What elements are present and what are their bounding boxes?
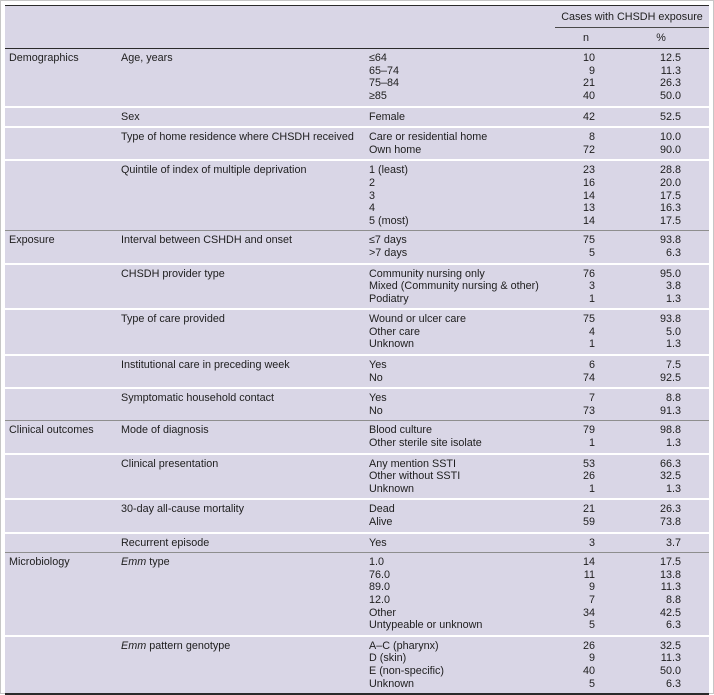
level-cell: Unknown <box>369 482 415 495</box>
pct-cell: 42.5 <box>659 606 681 619</box>
category-cell <box>5 131 117 144</box>
table-row <box>5 537 709 550</box>
level-cell: 76.0 <box>369 568 391 581</box>
pct-cell: 7.5 <box>665 359 681 372</box>
table-row <box>5 569 709 582</box>
n-cell: 5 <box>588 677 595 690</box>
level-cell: Community nursing only <box>369 267 485 280</box>
table-row <box>5 556 709 569</box>
variable-cell <box>117 678 365 691</box>
table-group <box>5 263 709 309</box>
n-cell: 21 <box>582 503 595 516</box>
pct-cell: 8.8 <box>665 593 681 606</box>
table-group <box>5 308 709 354</box>
category-cell: Microbiology <box>9 556 70 569</box>
category-cell <box>5 652 117 665</box>
category-cell <box>5 202 117 215</box>
table-row <box>5 372 709 385</box>
level-cell: Dead <box>369 503 395 516</box>
exposure-cases-table <box>5 5 709 695</box>
pct-cell: 5.0 <box>665 325 681 338</box>
category-cell <box>5 372 117 385</box>
category-cell <box>5 483 117 496</box>
pct-cell: 17.5 <box>659 214 681 227</box>
category-cell <box>5 313 117 326</box>
table-row <box>5 338 709 351</box>
pct-cell: 1.3 <box>665 338 681 351</box>
table-row <box>5 144 709 157</box>
variable-cell: Age, years <box>121 52 173 65</box>
category-cell <box>5 581 117 594</box>
pct-cell: 3.8 <box>665 280 681 293</box>
category-cell <box>5 619 117 632</box>
table-row <box>5 313 709 326</box>
header-empty-level <box>365 28 555 49</box>
pct-cell: 11.3 <box>660 581 681 594</box>
n-cell: 74 <box>582 371 595 384</box>
pct-cell: 95.0 <box>659 267 681 280</box>
variable-cell <box>117 607 365 620</box>
category-cell <box>5 594 117 607</box>
pct-cell: 50.0 <box>659 89 681 102</box>
header-empty-variable <box>117 28 365 49</box>
table-group <box>5 532 709 553</box>
table-group <box>5 106 709 127</box>
variable-cell <box>117 581 365 594</box>
n-cell: 72 <box>582 143 595 156</box>
variable-cell <box>117 65 365 78</box>
category-cell <box>5 90 117 103</box>
table-row <box>5 437 709 450</box>
table-row <box>5 392 709 405</box>
variable-cell <box>117 556 365 569</box>
category-cell <box>5 607 117 620</box>
level-cell: E (non-specific) <box>369 664 445 677</box>
table-row <box>5 280 709 293</box>
variable-cell: Clinical presentation <box>121 457 219 470</box>
category-cell <box>5 640 117 653</box>
column-header-row <box>5 28 709 49</box>
n-cell: 76 <box>582 267 595 280</box>
variable-cell <box>117 326 365 339</box>
level-cell: Care or residential home <box>369 131 488 144</box>
n-cell: 4 <box>588 325 595 338</box>
level-cell: Yes <box>369 359 387 372</box>
variable-italic-part: Emm <box>121 639 147 652</box>
table-row <box>5 359 709 372</box>
table-group <box>5 553 709 635</box>
variable-cell: Institutional care in preceding week <box>121 359 290 372</box>
table-row <box>5 202 709 215</box>
variable-cell: Mode of diagnosis <box>121 424 209 437</box>
category-cell <box>5 338 117 351</box>
variable-cell <box>117 77 365 90</box>
category-cell <box>5 392 117 405</box>
table-group <box>5 498 709 531</box>
pct-cell: 6.3 <box>665 677 681 690</box>
level-cell: Mixed (Community nursing & other) <box>369 280 539 293</box>
pct-cell: 50.0 <box>659 664 681 677</box>
pct-cell: 1.3 <box>665 292 681 305</box>
col-header-n: n <box>582 31 589 44</box>
variable-cell <box>117 640 365 653</box>
level-cell: No <box>369 371 383 384</box>
category-cell <box>5 537 117 550</box>
category-cell <box>5 65 117 78</box>
n-cell: 73 <box>582 404 595 417</box>
table-section-clinical-outcomes <box>5 420 709 552</box>
table-row <box>5 594 709 607</box>
n-cell: 26 <box>582 639 595 652</box>
table-row <box>5 678 709 691</box>
n-cell: 3 <box>588 280 595 293</box>
pct-cell: 92.5 <box>659 371 681 384</box>
header-spacer <box>5 6 555 28</box>
pct-cell: 93.8 <box>659 313 681 326</box>
table-group <box>5 387 709 420</box>
level-cell: No <box>369 404 383 417</box>
variable-cell <box>117 652 365 665</box>
category-cell <box>5 665 117 678</box>
level-cell: Unknown <box>369 677 415 690</box>
variable-cell: Type of home residence where CHSDH received <box>121 131 354 144</box>
variable-cell: Sex <box>121 110 140 123</box>
level-cell: 12.0 <box>369 593 391 606</box>
table-row <box>5 405 709 418</box>
category-cell <box>5 77 117 90</box>
category-cell <box>5 359 117 372</box>
n-cell: 13 <box>582 202 595 215</box>
table-row <box>5 640 709 653</box>
variable-cell <box>117 338 365 351</box>
n-cell: 1 <box>588 482 595 495</box>
n-cell: 75 <box>582 313 595 326</box>
table-row <box>5 470 709 483</box>
variable-cell: Quintile of index of multiple deprivation <box>121 164 307 177</box>
level-cell: ≥85 <box>369 89 387 102</box>
level-cell: Other care <box>369 325 421 338</box>
category-cell: Demographics <box>9 52 79 65</box>
variable-cell <box>117 190 365 203</box>
variable-cell: 30-day all-cause mortality <box>121 503 245 516</box>
table-row <box>5 503 709 516</box>
variable-italic-part: Emm <box>121 556 147 569</box>
category-cell: Clinical outcomes <box>9 424 94 437</box>
table-row <box>5 52 709 65</box>
variable-cell <box>117 470 365 483</box>
level-cell: >7 days <box>369 246 408 259</box>
table-row <box>5 177 709 190</box>
table-group <box>5 635 709 693</box>
table-row <box>5 164 709 177</box>
level-cell: ≤7 days <box>369 234 407 247</box>
variable-cell <box>117 90 365 103</box>
level-cell: D (skin) <box>369 652 407 665</box>
category-cell <box>5 280 117 293</box>
table-row <box>5 190 709 203</box>
variable-cell <box>117 247 365 260</box>
table-group <box>5 159 709 230</box>
pct-cell: 93.8 <box>659 234 681 247</box>
level-cell: A–C (pharynx) <box>369 639 439 652</box>
n-cell: 40 <box>582 664 595 677</box>
level-cell: 1.0 <box>369 556 385 569</box>
col-header-pct: % <box>656 31 666 44</box>
pct-cell: 13.8 <box>659 568 681 581</box>
category-cell <box>5 190 117 203</box>
table-section-microbiology <box>5 552 709 693</box>
pct-cell: 16.3 <box>659 202 681 215</box>
table-group <box>5 126 709 159</box>
level-cell: Other <box>369 606 397 619</box>
n-cell: 23 <box>582 164 595 177</box>
table-body <box>5 49 709 693</box>
n-cell: 42 <box>582 110 595 123</box>
table-row <box>5 516 709 529</box>
table-row <box>5 247 709 260</box>
level-cell: 75–84 <box>369 77 400 90</box>
n-cell: 3 <box>588 536 595 549</box>
pct-cell: 66.3 <box>659 457 681 470</box>
column-spanner: Cases with CHSDH exposure <box>555 6 709 28</box>
n-cell: 10 <box>582 52 595 65</box>
n-cell: 75 <box>582 234 595 247</box>
table-row <box>5 215 709 228</box>
variable-cell: Interval between CSHDH and onset <box>121 234 293 247</box>
category-cell <box>5 458 117 471</box>
n-cell: 7 <box>588 392 595 405</box>
category-cell <box>5 405 117 418</box>
n-cell: 9 <box>588 64 595 77</box>
table-row <box>5 652 709 665</box>
table-group <box>5 354 709 387</box>
category-cell <box>5 215 117 228</box>
pct-cell: 10.0 <box>659 131 681 144</box>
pct-cell: 17.5 <box>659 556 681 569</box>
level-cell: Alive <box>369 516 393 528</box>
table-row <box>5 665 709 678</box>
n-cell: 5 <box>588 246 595 259</box>
variable-cell <box>117 372 365 385</box>
variable-cell <box>117 144 365 157</box>
variable-cell <box>117 437 365 450</box>
pct-cell: 11.3 <box>660 64 681 77</box>
category-cell <box>5 144 117 157</box>
pct-cell: 32.5 <box>659 470 681 483</box>
n-cell: 5 <box>588 619 595 632</box>
table-row <box>5 424 709 437</box>
pct-cell: 20.0 <box>659 176 681 189</box>
variable-cell <box>117 516 365 529</box>
pct-cell: 26.3 <box>659 503 681 516</box>
level-cell: 2 <box>369 176 376 189</box>
n-cell: 6 <box>588 359 595 372</box>
category-cell <box>5 569 117 582</box>
category-cell <box>5 503 117 516</box>
category-cell <box>5 516 117 529</box>
variable-cell <box>117 215 365 228</box>
table-row <box>5 483 709 496</box>
n-cell: 9 <box>588 652 595 665</box>
level-cell: 3 <box>369 189 376 202</box>
variable-cell: Type of care provided <box>121 313 225 326</box>
variable-cell: Recurrent episode <box>121 536 210 549</box>
level-cell: Untypeable or unknown <box>369 619 483 632</box>
pct-cell: 73.8 <box>659 516 681 528</box>
n-cell: 7 <box>588 593 595 606</box>
n-cell: 16 <box>582 176 595 189</box>
pct-cell: 3.7 <box>665 536 681 549</box>
n-cell: 40 <box>582 89 595 102</box>
n-cell: 34 <box>582 606 595 619</box>
table-row <box>5 77 709 90</box>
n-cell: 14 <box>582 189 595 202</box>
variable-cell: Symptomatic household contact <box>121 392 275 405</box>
pct-cell: 28.8 <box>659 164 681 177</box>
variable-cell <box>117 177 365 190</box>
table-row <box>5 326 709 339</box>
category-cell <box>5 247 117 260</box>
n-cell: 14 <box>582 214 595 227</box>
n-cell: 21 <box>582 77 595 90</box>
category-cell <box>5 326 117 339</box>
table-row <box>5 581 709 594</box>
n-cell: 1 <box>588 338 595 351</box>
pct-cell: 98.8 <box>659 424 681 437</box>
variable-cell: CHSDH provider type <box>121 267 225 280</box>
table-row <box>5 90 709 103</box>
level-cell: 4 <box>369 202 376 215</box>
pct-cell: 90.0 <box>659 143 681 156</box>
category-cell <box>5 268 117 281</box>
spanner-row <box>5 6 709 28</box>
level-cell: 89.0 <box>369 581 391 594</box>
table-group <box>5 453 709 499</box>
table-row <box>5 607 709 620</box>
pct-cell: 12.5 <box>659 52 681 65</box>
level-cell: Wound or ulcer care <box>369 313 467 326</box>
level-cell: Own home <box>369 143 422 156</box>
level-cell: 1 (least) <box>369 164 409 177</box>
category-cell <box>5 293 117 306</box>
level-cell: Yes <box>369 392 387 405</box>
variable-cell <box>117 569 365 582</box>
level-cell: 65–74 <box>369 64 400 77</box>
pct-cell: 6.3 <box>665 619 681 632</box>
category-cell: Exposure <box>9 234 55 247</box>
n-cell: 8 <box>588 131 595 144</box>
variable-cell <box>117 293 365 306</box>
n-cell: 26 <box>582 470 595 483</box>
level-cell: 5 (most) <box>369 214 409 227</box>
pct-cell: 1.3 <box>665 437 681 450</box>
pct-cell: 11.3 <box>660 652 681 665</box>
level-cell: Any mention SSTI <box>369 457 457 470</box>
header-empty-category <box>5 28 117 49</box>
variable-cell <box>117 405 365 418</box>
pct-cell: 32.5 <box>659 639 681 652</box>
pct-cell: 91.3 <box>659 404 681 417</box>
variable-rest-part: pattern genotype <box>146 639 231 652</box>
table-row <box>5 111 709 124</box>
table-group <box>5 421 709 452</box>
table-group <box>5 231 709 262</box>
variable-cell <box>117 619 365 632</box>
n-cell: 11 <box>583 568 595 581</box>
variable-rest-part: type <box>146 556 170 569</box>
level-cell: Unknown <box>369 338 415 351</box>
table-row <box>5 619 709 632</box>
category-cell <box>5 470 117 483</box>
pct-cell: 6.3 <box>665 246 681 259</box>
level-cell: Podiatry <box>369 292 409 305</box>
n-cell: 59 <box>582 516 595 528</box>
pct-cell: 8.8 <box>665 392 681 405</box>
level-cell: ≤64 <box>369 52 387 65</box>
category-cell <box>5 177 117 190</box>
table-row <box>5 293 709 306</box>
level-cell: Other sterile site isolate <box>369 437 482 450</box>
pct-cell: 52.5 <box>659 110 681 123</box>
table-row <box>5 234 709 247</box>
variable-cell <box>117 483 365 496</box>
table-section-demographics <box>5 49 709 230</box>
level-cell: Other without SSTI <box>369 470 461 483</box>
level-cell: Blood culture <box>369 424 433 437</box>
category-cell <box>5 437 117 450</box>
pct-cell: 26.3 <box>659 77 681 90</box>
category-cell <box>5 111 117 124</box>
n-cell: 53 <box>582 457 595 470</box>
n-cell: 14 <box>582 556 595 569</box>
variable-cell <box>117 665 365 678</box>
n-cell: 1 <box>588 437 595 450</box>
n-cell: 79 <box>582 424 595 437</box>
table-group <box>5 49 709 105</box>
table-section-exposure <box>5 230 709 420</box>
variable-cell <box>117 202 365 215</box>
n-cell: 1 <box>588 292 595 305</box>
pct-cell: 17.5 <box>659 189 681 202</box>
pct-cell: 1.3 <box>665 482 681 495</box>
table-row <box>5 65 709 78</box>
table-row <box>5 268 709 281</box>
table-row <box>5 131 709 144</box>
level-cell: Yes <box>369 536 387 549</box>
category-cell <box>5 164 117 177</box>
n-cell: 9 <box>588 581 595 594</box>
variable-cell <box>117 280 365 293</box>
variable-cell <box>117 594 365 607</box>
table-header <box>5 6 709 49</box>
category-cell <box>5 678 117 691</box>
table-row <box>5 458 709 471</box>
level-cell: Female <box>369 110 406 123</box>
